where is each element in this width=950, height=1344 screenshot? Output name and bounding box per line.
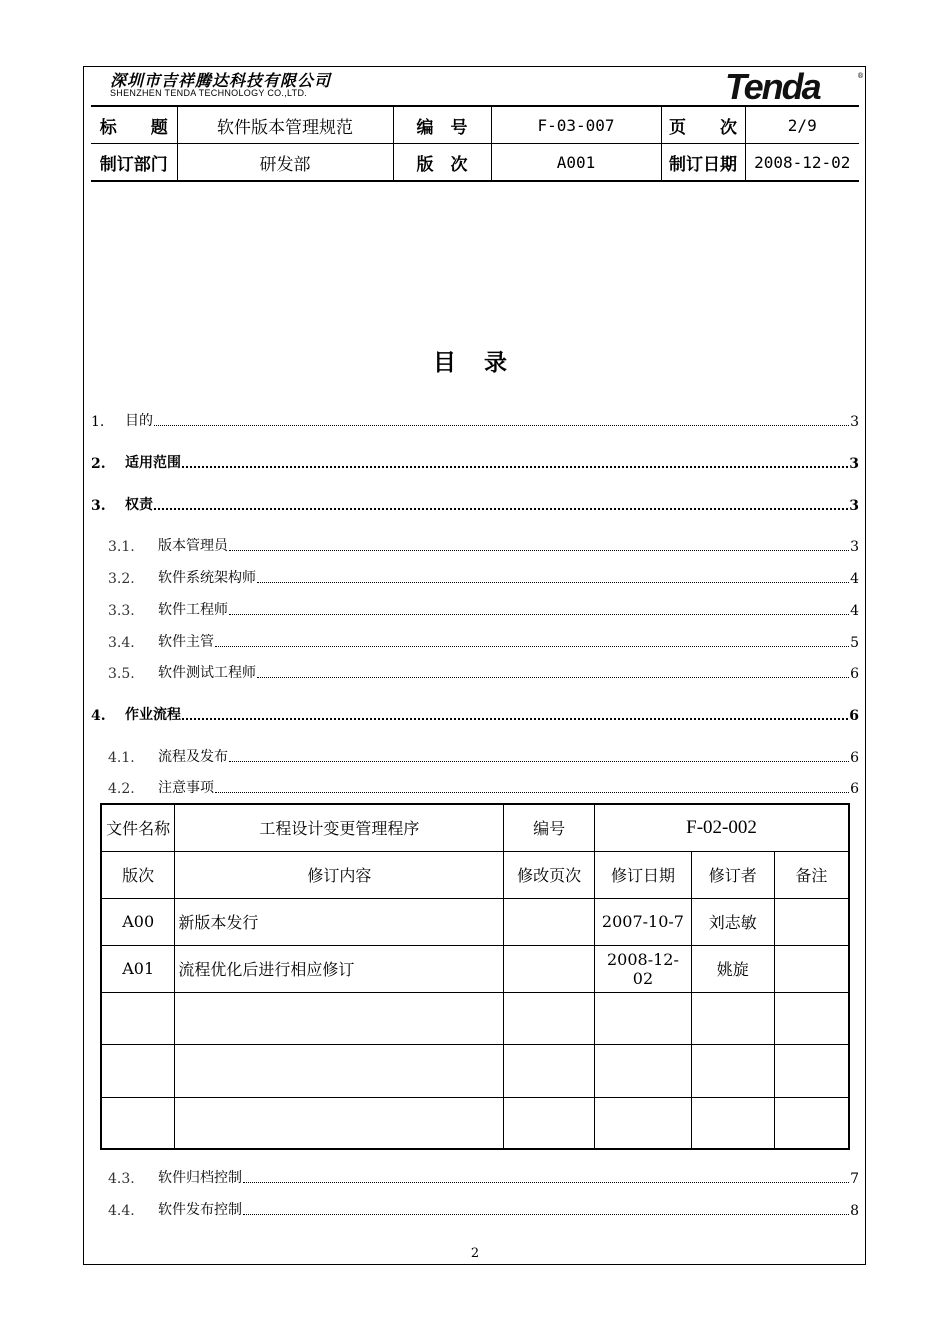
toc-page: 4 [850, 571, 859, 587]
file-code-label: 编号 [504, 804, 595, 851]
table-row [101, 992, 849, 1044]
revision-header-row [101, 851, 849, 898]
toc-leader [215, 646, 849, 647]
toc-number: 1. [91, 414, 105, 430]
revision-version [101, 1097, 175, 1149]
toc-number: 3.2. [108, 571, 135, 587]
toc-entry[interactable] [91, 1167, 859, 1187]
toc-leader [243, 1214, 849, 1215]
revision-version [101, 1044, 175, 1097]
toc-number: 4. [91, 708, 106, 724]
toc-number: 3.4. [108, 635, 135, 651]
toc-number: 4.3. [108, 1171, 135, 1187]
revision-pages [504, 1097, 595, 1149]
toc-page: 5 [850, 635, 859, 651]
toc-page: 3 [849, 456, 859, 472]
toc-entry[interactable] [91, 535, 859, 555]
page-label: 页 次 [661, 106, 745, 144]
toc-page: 6 [850, 666, 859, 682]
document-header-table [91, 105, 859, 182]
toc-leader [182, 718, 848, 720]
revision-pages [504, 898, 595, 945]
registered-mark: ® [857, 72, 864, 80]
toc-number: 3.5. [108, 666, 135, 682]
toc-entry[interactable] [91, 1199, 859, 1219]
toc-entry[interactable] [91, 452, 859, 472]
table-row [101, 1097, 849, 1149]
revision-history-table [100, 803, 850, 1150]
toc-label: 作业流程 [125, 707, 181, 723]
revision-pages [504, 945, 595, 992]
toc-entry[interactable] [91, 599, 859, 619]
toc-page: 6 [850, 750, 859, 766]
revision-date [595, 1097, 692, 1149]
toc-page: 3 [849, 498, 859, 514]
toc-label: 目的 [125, 413, 153, 429]
doc-number-value: F-03-007 [491, 106, 661, 144]
title-label: 标 题 [99, 117, 168, 138]
revision-author: 姚旋 [691, 945, 774, 992]
revision-author [691, 1097, 774, 1149]
revision-content [175, 1044, 504, 1097]
toc-label: 软件主管 [158, 634, 214, 650]
revision-author: 刘志敏 [691, 898, 774, 945]
header-row-title [91, 106, 859, 144]
column-header: 修订日期 [595, 851, 692, 898]
revision-remark [774, 1044, 849, 1097]
toc-entry[interactable] [91, 746, 859, 766]
page-number: 2 [470, 1246, 480, 1261]
toc-leader [182, 466, 848, 468]
toc-page: 8 [850, 1203, 859, 1219]
revision-author [691, 992, 774, 1044]
toc-entry[interactable] [91, 777, 859, 797]
revision-remark [774, 1097, 849, 1149]
revision-file-row [101, 804, 849, 851]
toc-entry[interactable] [91, 662, 859, 682]
table-row [101, 1044, 849, 1097]
header-row-department [91, 144, 859, 182]
column-header: 修改页次 [504, 851, 595, 898]
toc-leader [257, 677, 849, 678]
file-name-label: 文件名称 [101, 804, 175, 851]
doc-number-label: 编 号 [393, 106, 491, 144]
toc-entry[interactable] [91, 631, 859, 651]
toc-label: 权责 [125, 497, 153, 513]
revision-content [175, 1097, 504, 1149]
toc-leader [257, 582, 849, 583]
toc-title: 目 录 [432, 349, 517, 376]
toc-label: 软件工程师 [158, 602, 228, 618]
company-name-cn: 深圳市吉祥腾达科技有限公司 [110, 71, 332, 90]
toc-entry[interactable] [91, 567, 859, 587]
toc-page: 6 [850, 781, 859, 797]
toc-page: 6 [849, 708, 859, 724]
toc-number: 3. [91, 498, 106, 514]
toc-label: 版本管理员 [158, 538, 228, 554]
revision-date [595, 1044, 692, 1097]
toc-label: 软件系统架构师 [158, 570, 256, 586]
toc-leader [229, 550, 849, 551]
toc-leader [243, 1182, 849, 1183]
revision-pages [504, 992, 595, 1044]
tenda-logo: Tenda [725, 66, 820, 107]
column-header: 版次 [101, 851, 175, 898]
toc-label: 软件归档控制 [158, 1170, 242, 1186]
company-name-en: SHENZHEN TENDA TECHNOLOGY CO.,LTD. [110, 88, 308, 98]
toc-leader [154, 508, 848, 510]
revision-author [691, 1044, 774, 1097]
table-row [101, 898, 849, 945]
page-value: 2/9 [745, 106, 859, 144]
revision-date: 2008-12-02 [595, 945, 692, 992]
toc-page: 3 [850, 539, 859, 555]
toc-leader [154, 425, 849, 426]
file-code-value: F-02-002 [595, 804, 849, 851]
toc-page: 3 [850, 414, 859, 430]
toc-label: 流程及发布 [158, 749, 228, 765]
issue-date-label: 制订日期 [661, 144, 745, 182]
revision-pages [504, 1044, 595, 1097]
toc-number: 2. [91, 456, 106, 472]
file-name-value: 工程设计变更管理程序 [175, 804, 504, 851]
toc-number: 3.3. [108, 603, 135, 619]
toc-entry[interactable] [91, 704, 859, 724]
toc-number: 3.1. [108, 539, 135, 555]
revision-content: 新版本发行 [175, 898, 504, 945]
toc-label: 注意事项 [158, 780, 214, 796]
toc-number: 4.2. [108, 781, 135, 797]
revision-version: A00 [101, 898, 175, 945]
column-header: 修订者 [691, 851, 774, 898]
table-row [101, 945, 849, 992]
department-label: 制订部门 [91, 144, 177, 182]
revision-date [595, 992, 692, 1044]
issue-date-value: 2008-12-02 [745, 144, 859, 182]
toc-label: 软件测试工程师 [158, 665, 256, 681]
version-value: A001 [491, 144, 661, 182]
column-header: 修订内容 [175, 851, 504, 898]
toc-entry[interactable] [91, 410, 859, 430]
toc-page: 4 [850, 603, 859, 619]
toc-number: 4.1. [108, 750, 135, 766]
revision-version: A01 [101, 945, 175, 992]
revision-version [101, 992, 175, 1044]
column-header: 备注 [774, 851, 849, 898]
revision-content [175, 992, 504, 1044]
toc-label: 软件发布控制 [158, 1202, 242, 1218]
toc-label: 适用范围 [125, 455, 181, 471]
revision-date: 2007-10-7 [595, 898, 692, 945]
toc-page: 7 [850, 1171, 859, 1187]
toc-number: 4.4. [108, 1203, 135, 1219]
toc-leader [229, 761, 849, 762]
revision-remark [774, 992, 849, 1044]
revision-remark [774, 898, 849, 945]
revision-remark [774, 945, 849, 992]
toc-entry[interactable] [91, 494, 859, 514]
title-value: 软件版本管理规范 [177, 106, 393, 144]
version-label: 版 次 [393, 144, 491, 182]
toc-leader [229, 614, 849, 615]
revision-content: 流程优化后进行相应修订 [175, 945, 504, 992]
toc-leader [215, 792, 849, 793]
department-value: 研发部 [177, 144, 393, 182]
